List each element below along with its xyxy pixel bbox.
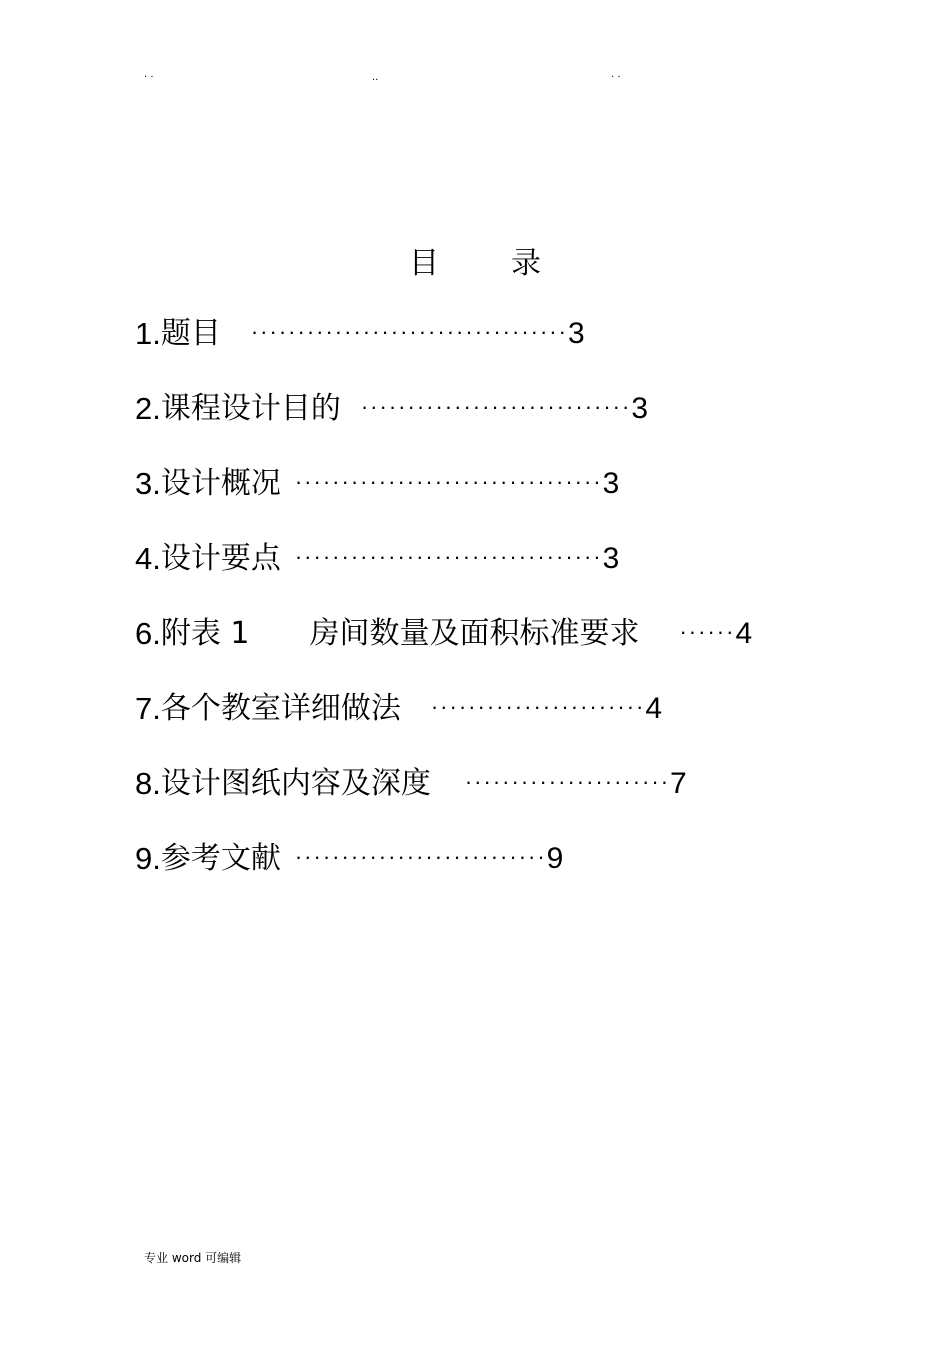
toc-item-label: 设计图纸内容及深度 <box>160 766 431 801</box>
toc-item-7[interactable] <box>135 685 752 760</box>
toc-item-page: 3 <box>602 467 620 500</box>
toc-item-page: 3 <box>602 542 620 575</box>
toc-item-label: 设计要点 <box>160 541 281 576</box>
toc-item-page: 4 <box>735 617 753 650</box>
toc-item-leader: ····························· <box>360 394 632 419</box>
toc-item-label: 各个教室详细做法 <box>160 691 401 726</box>
toc-item-number: 6. <box>135 616 161 651</box>
toc-item-page: 9 <box>546 842 564 875</box>
header-mark-center: .. <box>372 72 379 83</box>
toc-item-number: 9. <box>135 841 161 876</box>
toc-item-4[interactable] <box>135 535 752 610</box>
toc-item-leader: ··························· <box>294 844 547 869</box>
toc-item-number: 4. <box>135 541 161 576</box>
toc-title-left: 目 <box>409 246 439 281</box>
toc-item-2[interactable] <box>135 385 752 460</box>
toc-item-label: 题目 <box>160 316 221 351</box>
toc-item-label: 课程设计目的 <box>160 391 341 426</box>
toc-item-leader: ······················ <box>464 769 671 794</box>
toc-item-3[interactable] <box>135 460 752 535</box>
header-mark-right: · · <box>611 72 621 83</box>
toc-item-page: 3 <box>631 392 649 425</box>
toc-item-1[interactable] <box>135 310 752 385</box>
toc-item-label: 设计概况 <box>160 466 281 501</box>
toc-item-number: 1. <box>135 316 161 351</box>
toc-item-label: 附表 1 房间数量及面积标准要求 <box>160 616 640 651</box>
header-mark-left: · · <box>144 72 154 83</box>
toc-item-9[interactable] <box>135 835 752 910</box>
toc-item-leader: ······ <box>679 619 736 644</box>
toc-item-leader: ································· <box>294 544 603 569</box>
toc-item-number: 2. <box>135 391 161 426</box>
toc-item-page: 4 <box>645 692 663 725</box>
toc-list <box>135 310 752 910</box>
toc-item-8[interactable] <box>135 760 752 835</box>
toc-item-number: 3. <box>135 466 161 501</box>
toc-item-page: 7 <box>670 767 687 800</box>
toc-item-leader: ······················· <box>430 694 646 719</box>
toc-item-page: 3 <box>567 317 585 350</box>
toc-item-label: 参考文献 <box>160 841 281 876</box>
toc-title <box>0 238 950 282</box>
toc-item-6[interactable] <box>135 610 752 685</box>
toc-title-right: 录 <box>511 246 541 281</box>
toc-item-number: 7. <box>135 691 161 726</box>
footer-text: 专业 word 可编辑 <box>144 1251 242 1265</box>
toc-item-number: 8. <box>135 766 161 801</box>
toc-item-leader: ································· <box>294 469 603 494</box>
toc-item-leader: ·································· <box>250 319 568 344</box>
